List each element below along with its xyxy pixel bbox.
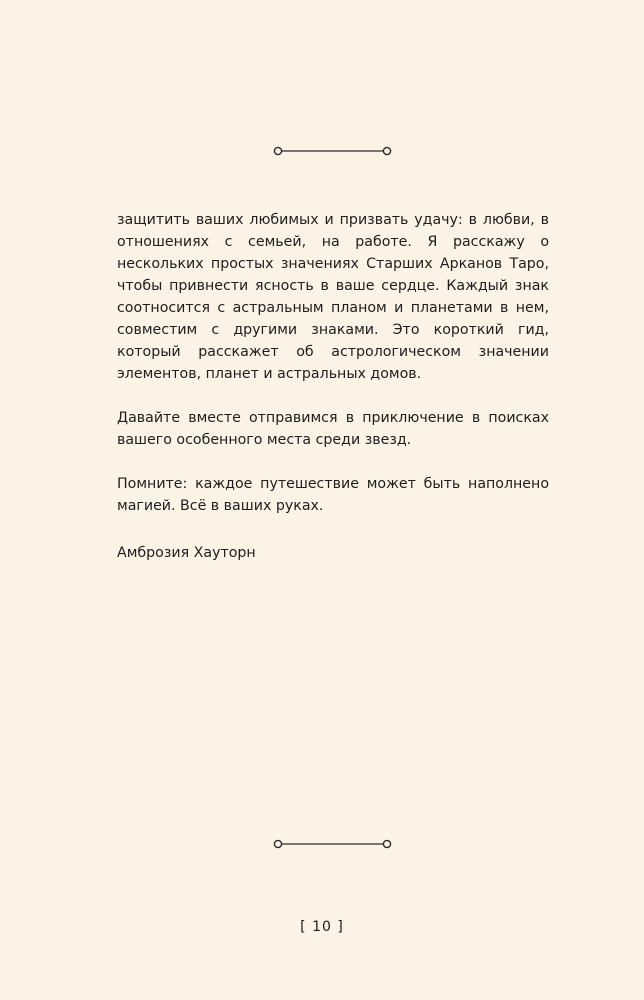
paragraph-remember: Помните: каждое путешествие может быть наполнено магией. Всё в ваших руках. bbox=[117, 476, 549, 514]
ornament-divider-bottom bbox=[270, 837, 395, 851]
paragraph-adventure: Давайте вместе отправимся в приключение в поисках вашего особенного места среди звезд. bbox=[117, 410, 549, 448]
line-ornament-icon bbox=[270, 837, 395, 851]
paragraph-intro: защитить ваших любимых и призвать удачу: в любви, в отношениях с семьей, на работе. Я расскажу о нескольких простых значениях Старших Арканов Таро, чтобы привнести ясность в ваше сердце. Каждый знак соотносится с астральным планом и планетами в нем, совместим с другими знаками. Это короткий гид, который расскажет об астрологическом значении элементов, планет и астральных домов. bbox=[117, 212, 549, 382]
body-text bbox=[117, 209, 549, 539]
line-ornament-icon bbox=[270, 144, 395, 158]
page-number: [ 10 ] bbox=[300, 919, 344, 935]
ornament-divider-top bbox=[270, 144, 395, 158]
author-signature: Амброзия Хауторн bbox=[117, 545, 256, 561]
